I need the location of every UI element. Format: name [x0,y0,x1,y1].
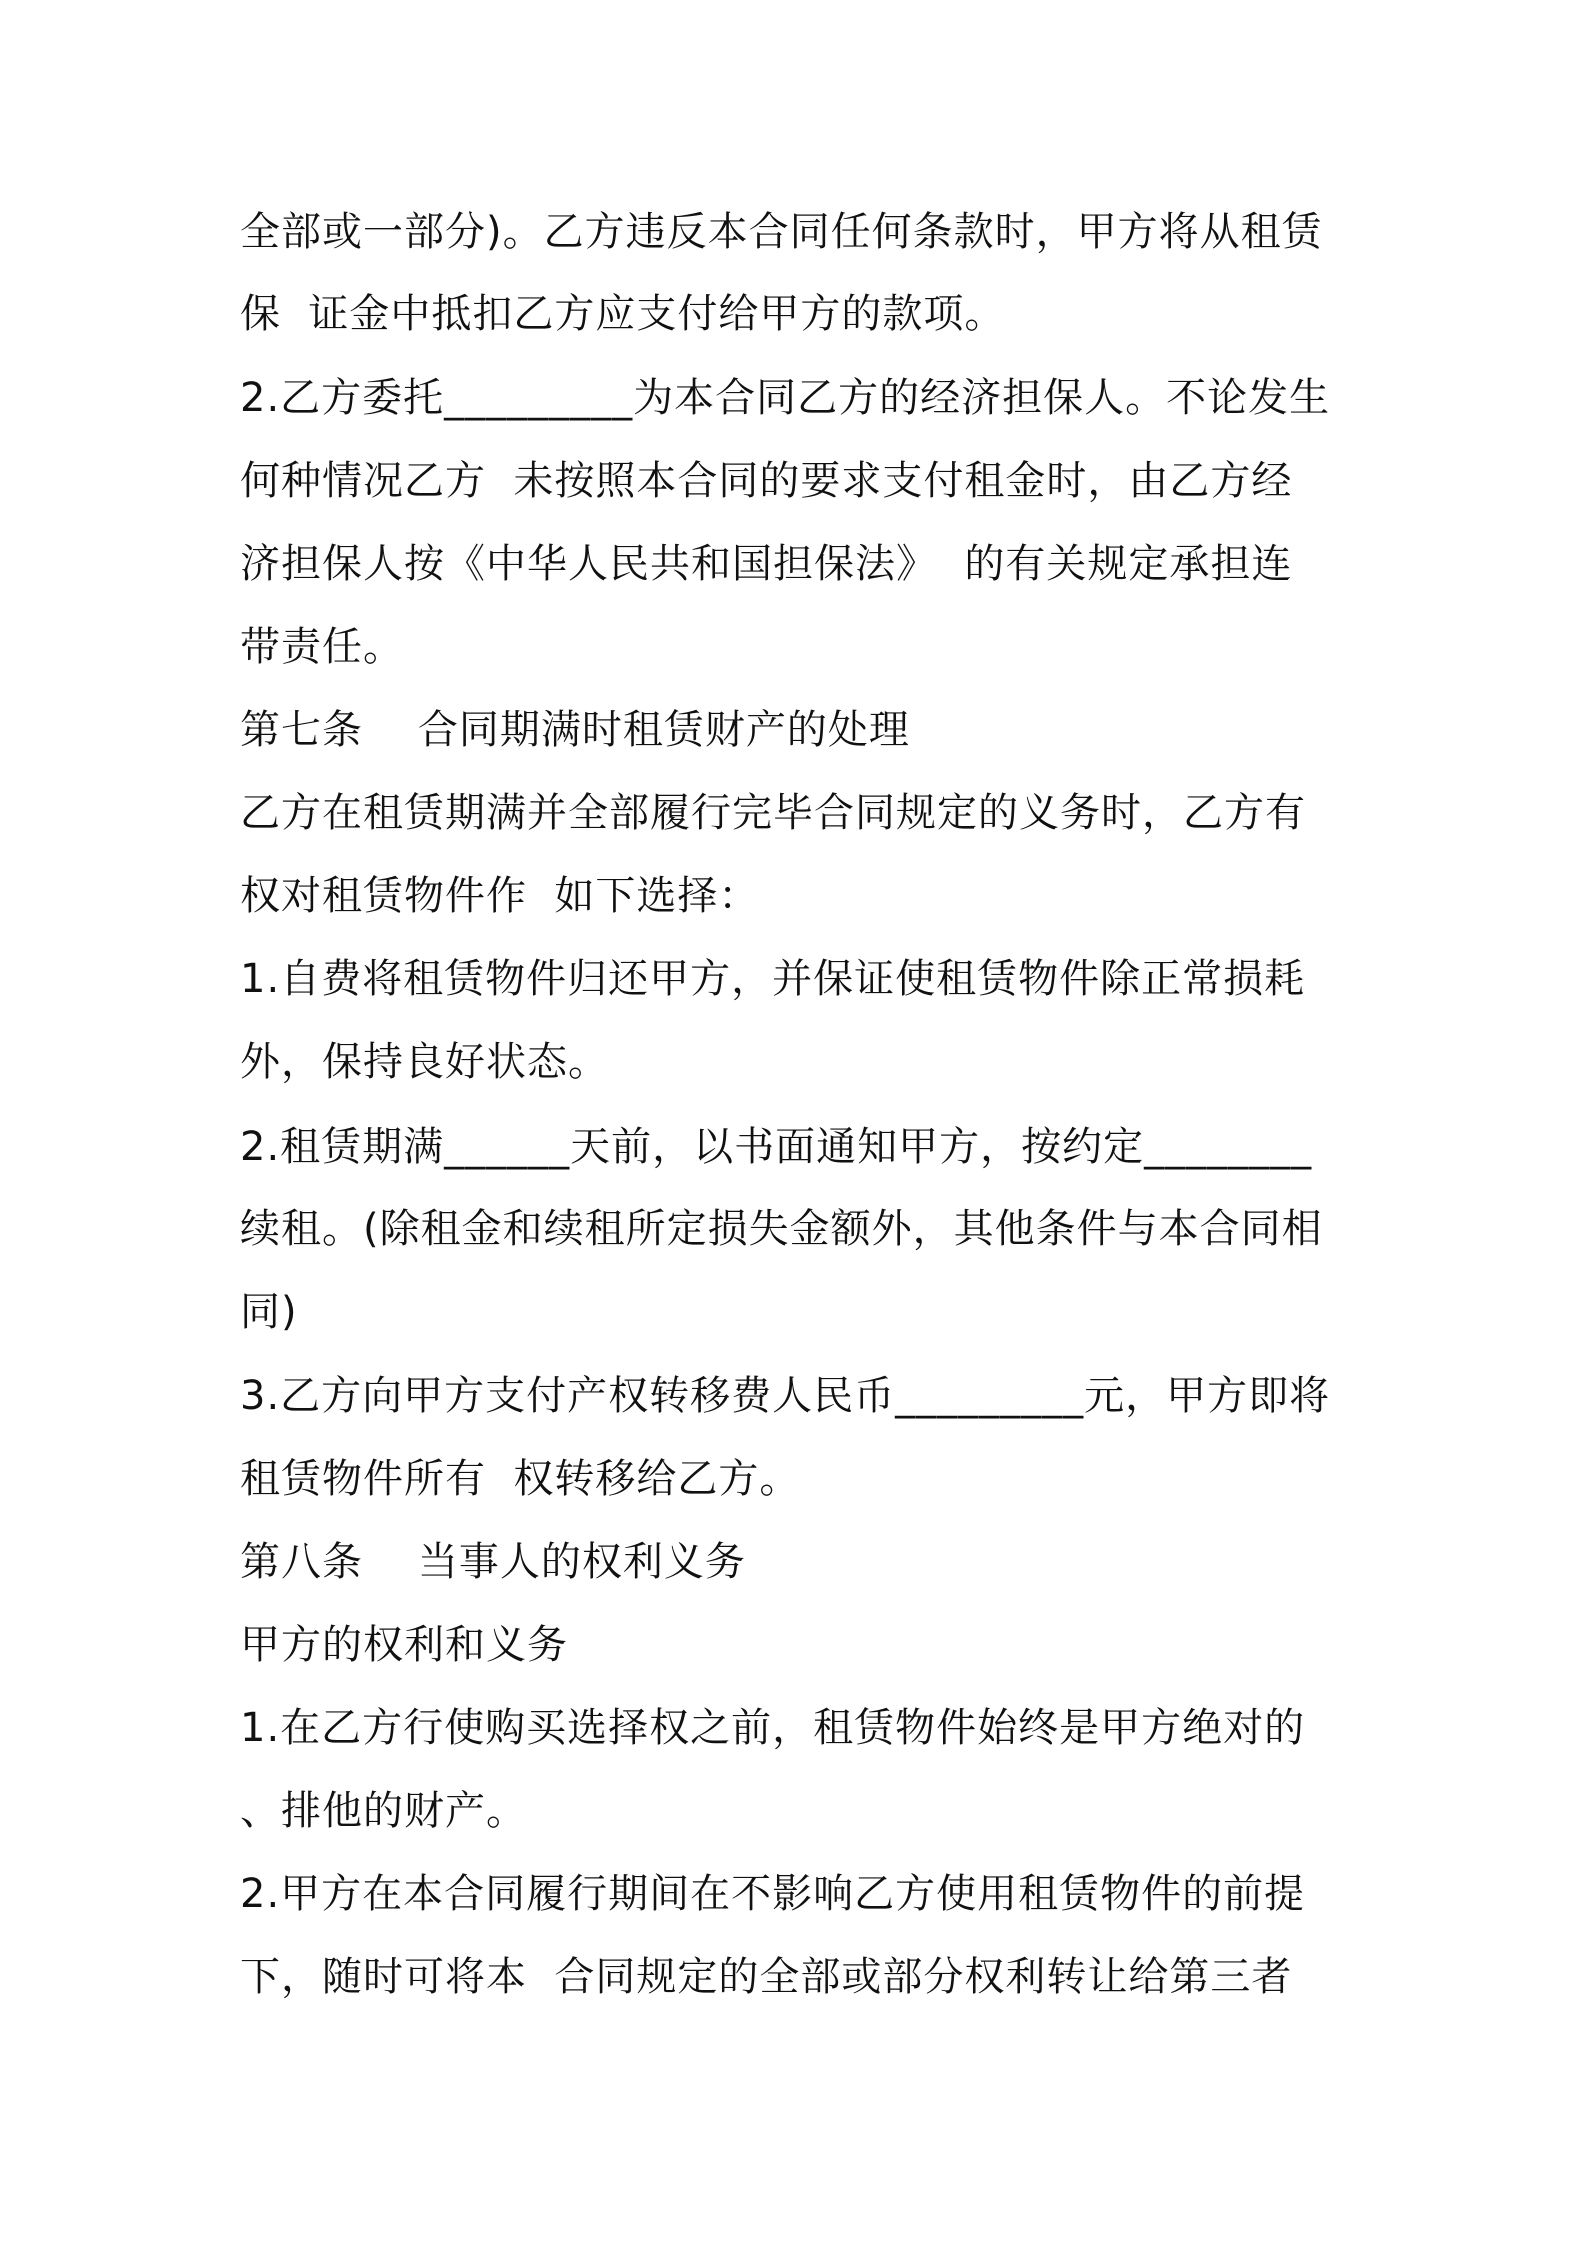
text-line: 2.甲方在本合同履行期间在不影响乙方使用租赁物件的前提 [240,1871,1306,1917]
text-line: 同) [240,1289,298,1335]
text-line: 济担保人按《中华人民共和国担保法》 的有关规定承担连 [240,541,1293,587]
text-line: 下，随时可将本 合同规定的全部或部分权利转让给第三者 [240,1954,1293,2000]
article-heading: 第七条 合同期满时租赁财产的处理 [240,707,910,753]
text-line: 2.乙方委托_________为本合同乙方的经济担保人。不论发生 [240,375,1331,421]
text-line: 何种情况乙方 未按照本合同的要求支付租金时，由乙方经 [240,458,1293,504]
text-line: 3.乙方向甲方支付产权转移费人民币_________元，甲方即将 [240,1373,1331,1419]
text-line: 带责任。 [240,624,404,670]
text-line: 保 证金中抵扣乙方应支付给甲方的款项。 [240,291,1006,337]
text-line: 续租。(除租金和续租所定损失金额外，其他条件与本合同相 [240,1206,1323,1252]
text-line: 权对租赁物件作 如下选择： [240,873,760,919]
text-line: 外，保持良好状态。 [240,1039,609,1085]
text-line: 租赁物件所有 权转移给乙方。 [240,1456,801,1502]
text-line: 1.在乙方行使购买选择权之前，租赁物件始终是甲方绝对的 [240,1705,1306,1751]
text-line: 、排他的财产。 [240,1788,527,1834]
section-heading: 甲方的权利和义务 [240,1622,568,1668]
text-line: 1.自费将租赁物件归还甲方，并保证使租赁物件除正常损耗 [240,956,1306,1002]
text-line: 2.租赁期满______天前，以书面通知甲方，按约定________ [240,1124,1313,1170]
article-heading: 第八条 当事人的权利义务 [240,1539,746,1585]
text-line: 全部或一部分)。乙方违反本合同任何条款时，甲方将从租赁 [240,209,1323,255]
text-line: 乙方在租赁期满并全部履行完毕合同规定的义务时，乙方有 [240,790,1306,836]
